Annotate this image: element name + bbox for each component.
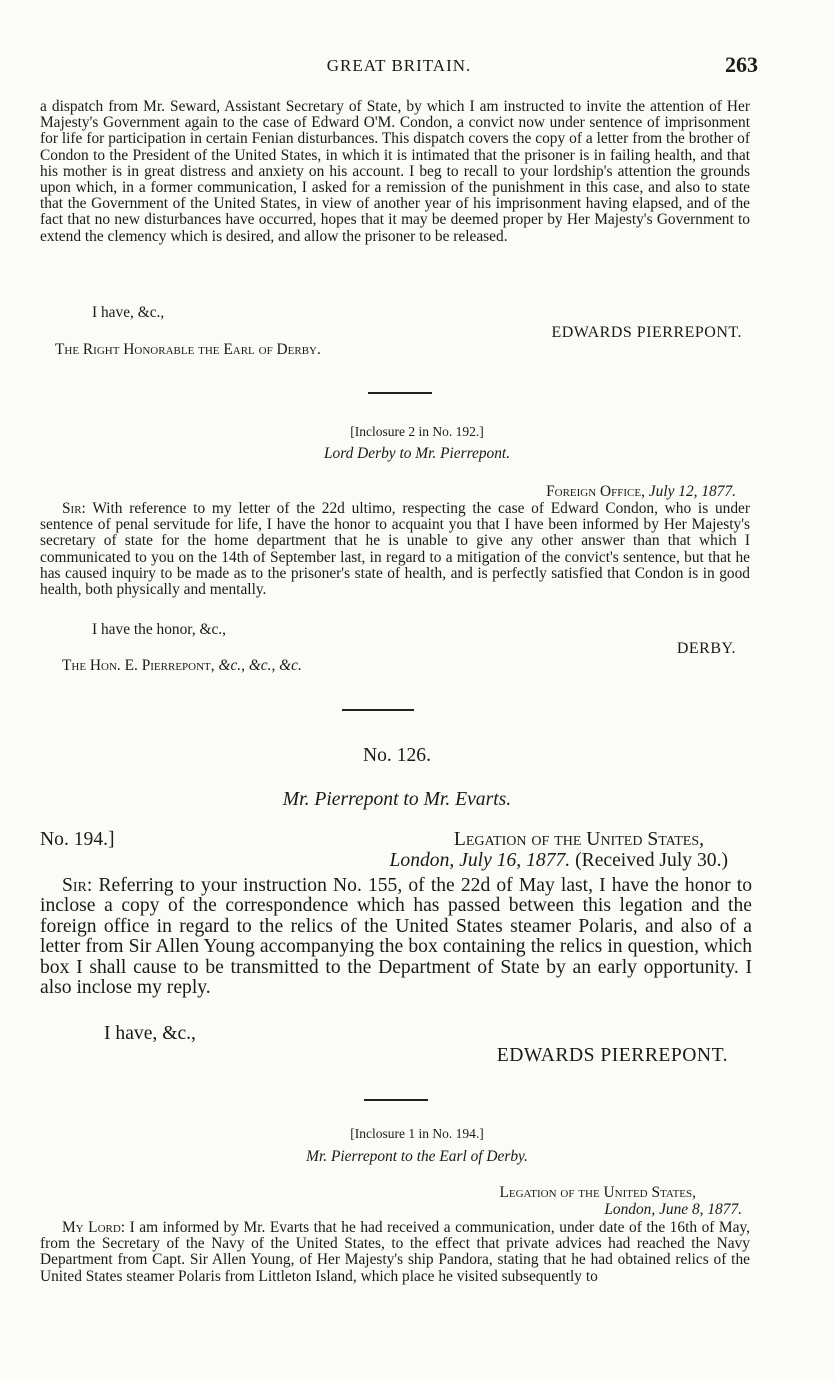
running-head: GREAT BRITAIN. (326, 56, 472, 75)
inclosure-salutation: My Lord: (62, 1219, 126, 1236)
document-closing: I have, &c., (104, 1023, 196, 1044)
inclosure-signature: DERBY. (676, 640, 736, 657)
inclosure-body (40, 1220, 750, 1285)
inclosure-addressee (62, 658, 302, 674)
inclosure-date: July 12, 1877. (648, 483, 736, 500)
letter-signature: EDWARDS PIERREPONT. (551, 324, 742, 341)
inclosure-text: I am informed by Mr. Evarts that he had received a communication, under date of the 16th of May, from the Secretary of the Navy of the United States, to the effect that private advices had reached the Navy Department from Capt. Sir Allen Young, of Her Majesty's ship Pandora, stating that he had obtained relics of the United States steamer Polaris from Littleton Island, which place he visited subsequently to (40, 1219, 750, 1285)
document-received: (Received July 30.) (575, 850, 728, 871)
section-divider (342, 709, 414, 711)
inclosure-addressee-name: The Hon. E. Pierrepont, (62, 657, 215, 674)
document-place: Legation of the United States, (453, 829, 704, 850)
inclosure-title: Mr. Pierrepont to the Earl of Derby. (306, 1148, 528, 1165)
inclosure-place: Legation of the United States, (499, 1184, 696, 1201)
document-dateline-row (390, 851, 729, 871)
section-divider (368, 392, 432, 394)
letter-continuation-body: a dispatch from Mr. Seward, Assistant Secretary of State, by which I am instructed to invite the attention of Her Majesty's Government again to the case of Edward O'M. Condon, a convict now under sentence of imprisonment for life for participation in certain Fenian disturbances. This dispatch covers the copy of a letter from the brother of Condon to the President of the United States, in which it is intimated that the prisoner is in failing health, and that his mother is in great distress and anxiety on his account. I beg to recall to your lordship's attention the grounds upon which, in a former communication, I asked for a remission of the punishment in this case, and also to state that the Government of the United States, in view of another year of his imprisonment having elapsed, and of the fact that no new disturbances have occurred, hopes that it may be deemed proper by Her Majesty's Government to extend the clemency which is desired, and allow the prisoner to be released. (40, 98, 750, 245)
inclosure-title: Lord Derby to Mr. Pierrepont. (323, 445, 511, 462)
inclosure-salutation: Sir: (62, 500, 86, 517)
inclosure-heading: [Inclosure 1 in No. 194.] (350, 1126, 484, 1141)
page-number: 263 (725, 52, 758, 77)
inclosure-body (40, 501, 750, 598)
page-header (40, 52, 758, 82)
document-signature: EDWARDS PIERREPONT. (496, 1045, 728, 1066)
inclosure-heading: [Inclosure 2 in No. 192.] (350, 424, 484, 439)
inclosure-text: With reference to my letter of the 22d ultimo, respecting the case of Edward Condon, who is under sentence of penal servitude for life, I have the honor to acquaint you that I have been informed by Her Majesty's secretary of state for the home department that he is unable to give any other answer than that which I communicated to you on the 14th of September last, in regard to a mitigation of the convict's sentence, but that he has caused inquiry to be made as to the prisoner's state of health, and is perfectly satisfied that Condon is in good health, both physically and mentally. (40, 500, 750, 599)
document-dateline: London, July 16, 1877. (389, 850, 571, 871)
document-body (40, 876, 752, 998)
document-text: Referring to your instruction No. 155, of the 22d of May last, I have the honor to inclose a copy of the correspondence which has passed between this legation and the foreign office in regard to the relics of the United States steamer Polaris, and also of a letter from Sir Allen Young accompanying the box containing the relics in question, which box I shall cause to be transmitted to the Department of State by an early opportunity. I also inclose my reply. (40, 875, 752, 999)
section-divider (364, 1099, 428, 1101)
inclosure-place: Foreign Office, (546, 483, 645, 500)
inclosure-addressee-suffix: &c., &c., &c. (218, 657, 302, 674)
letter-addressee: The Right Honorable the Earl of Derby. (55, 341, 321, 358)
document-reference: No. 194.] (40, 829, 115, 850)
document-salutation: Sir: (62, 875, 93, 896)
inclosure-dateline (546, 484, 736, 500)
inclosure-closing: I have the honor, &c., (92, 621, 227, 638)
document-title: Mr. Pierrepont to Mr. Evarts. (282, 789, 512, 810)
document-number: No. 126. (362, 745, 432, 766)
inclosure-dateline: London, June 8, 1877. (604, 1201, 742, 1218)
letter-closing: I have, &c., (92, 304, 165, 321)
